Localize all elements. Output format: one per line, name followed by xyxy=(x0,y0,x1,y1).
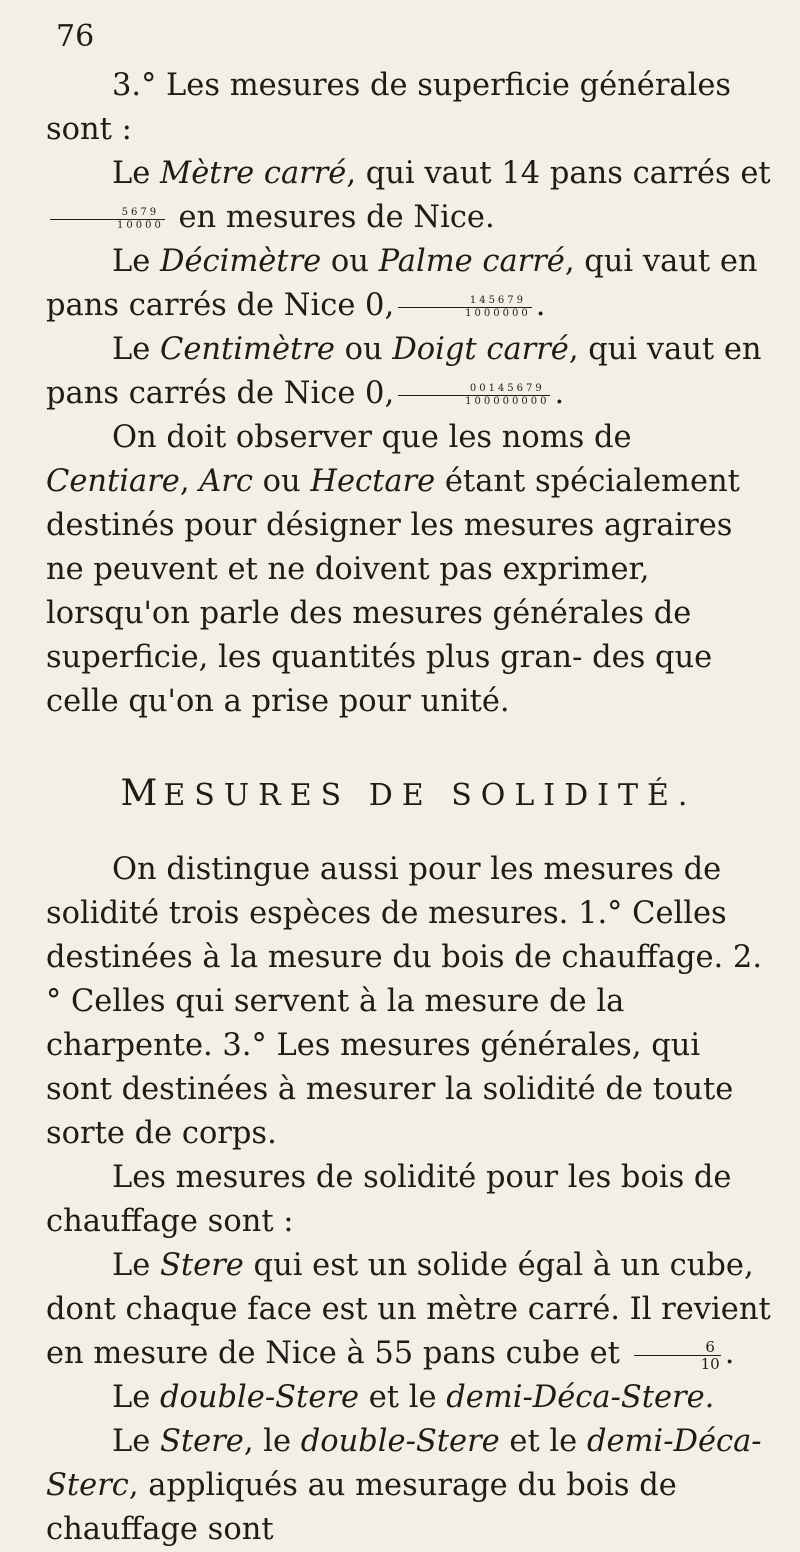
fraction-metre: $\frac{5679}{10000}$ xyxy=(50,207,165,232)
term-double-stere: double-Stere xyxy=(160,1380,359,1415)
paragraph-observation: On doit observer que les noms de Centiare, Arc ou Hectare étant spécialement destinés pour désigner les mesures agraires ne peuvent et ne doivent pas exprimer, lorsqu'on parle des mesures générales de superficie, les quantités plus gran- des que celle qu'on a prise pour unité. xyxy=(46,420,740,719)
term-centiare: Centiare xyxy=(46,464,180,499)
paragraph-stere-applies: Le Stere, le double-Stere et le demi-Déca-Sterc, appliqués au mesurage du bois de chauffage sont xyxy=(46,1424,762,1547)
term-are: Arc xyxy=(199,464,253,499)
paragraph-stere: Le Stere qui est un solide égal à un cube, dont chaque face est un mètre carré. Il revient en mesure de Nice à 55 pans cube et $\frac{6}{10}$ . xyxy=(46,1248,771,1373)
term-stere: Stere xyxy=(160,1248,244,1283)
fraction-stere: $\frac{6}{10}$ xyxy=(634,1339,721,1372)
term-metre-carre: Mètre carré xyxy=(160,156,347,191)
term-palme-carre: Palme carré xyxy=(378,244,565,279)
fraction-centimetre: $\frac{00145679}{100000000}$ xyxy=(398,383,550,408)
paragraph-metre-carre: Le Mètre carré, qui vaut 14 pans carrés et $\frac{5679}{10000}$ en mesures de Nice. xyxy=(46,152,771,240)
body-text xyxy=(46,64,771,1552)
term-hectare: Hectare xyxy=(310,464,436,499)
term-demi-deca-stere: demi-Déca-Stere. xyxy=(446,1380,715,1415)
term-double-stere-2: double-Stere xyxy=(300,1424,500,1459)
paragraph-centimetre: Le Centimètre ou Doigt carré, qui vaut en pans carrés de Nice 0, $\frac{00145679}{100000000}$ . xyxy=(46,332,762,411)
term-demi-deca-stere-2: demi-Déca-Sterc xyxy=(46,1424,762,1503)
term-centimetre: Centimètre xyxy=(160,332,335,367)
paragraph-bois-chauffage: Les mesures de solidité pour les bois de chauffage sont : xyxy=(46,1160,732,1239)
paragraph-double-stere: Le double-Stere et le demi-Déca-Stere. xyxy=(112,1380,715,1415)
page-number: 76 xyxy=(56,19,95,54)
term-doigt-carre: Doigt carré xyxy=(392,332,569,367)
paragraph-surface-intro: 3.° Les mesures de superficie générales sont : xyxy=(46,68,732,147)
section-heading: MESURES DE SOLIDITÉ. xyxy=(120,773,697,814)
term-stere-2: Stere xyxy=(160,1424,244,1459)
term-decimetre: Décimètre xyxy=(160,244,322,279)
paragraph-solidite-intro: On distingue aussi pour les mesures de solidité trois espèces de mesures. 1.° Celles destinées à la mesure du bois de chauffage. 2.° Celles qui servent à la mesure de la charpente. 3.° Les mesures générales, qui sont destinées à mesurer la solidité de toute sorte de corps. xyxy=(46,852,763,1151)
fraction-decimetre: $\frac{145679}{1000000}$ xyxy=(398,295,532,320)
paragraph-decimetre: Le Décimètre ou Palme carré, qui vaut en pans carrés de Nice 0, $\frac{145679}{1000000}$ . xyxy=(46,244,758,323)
